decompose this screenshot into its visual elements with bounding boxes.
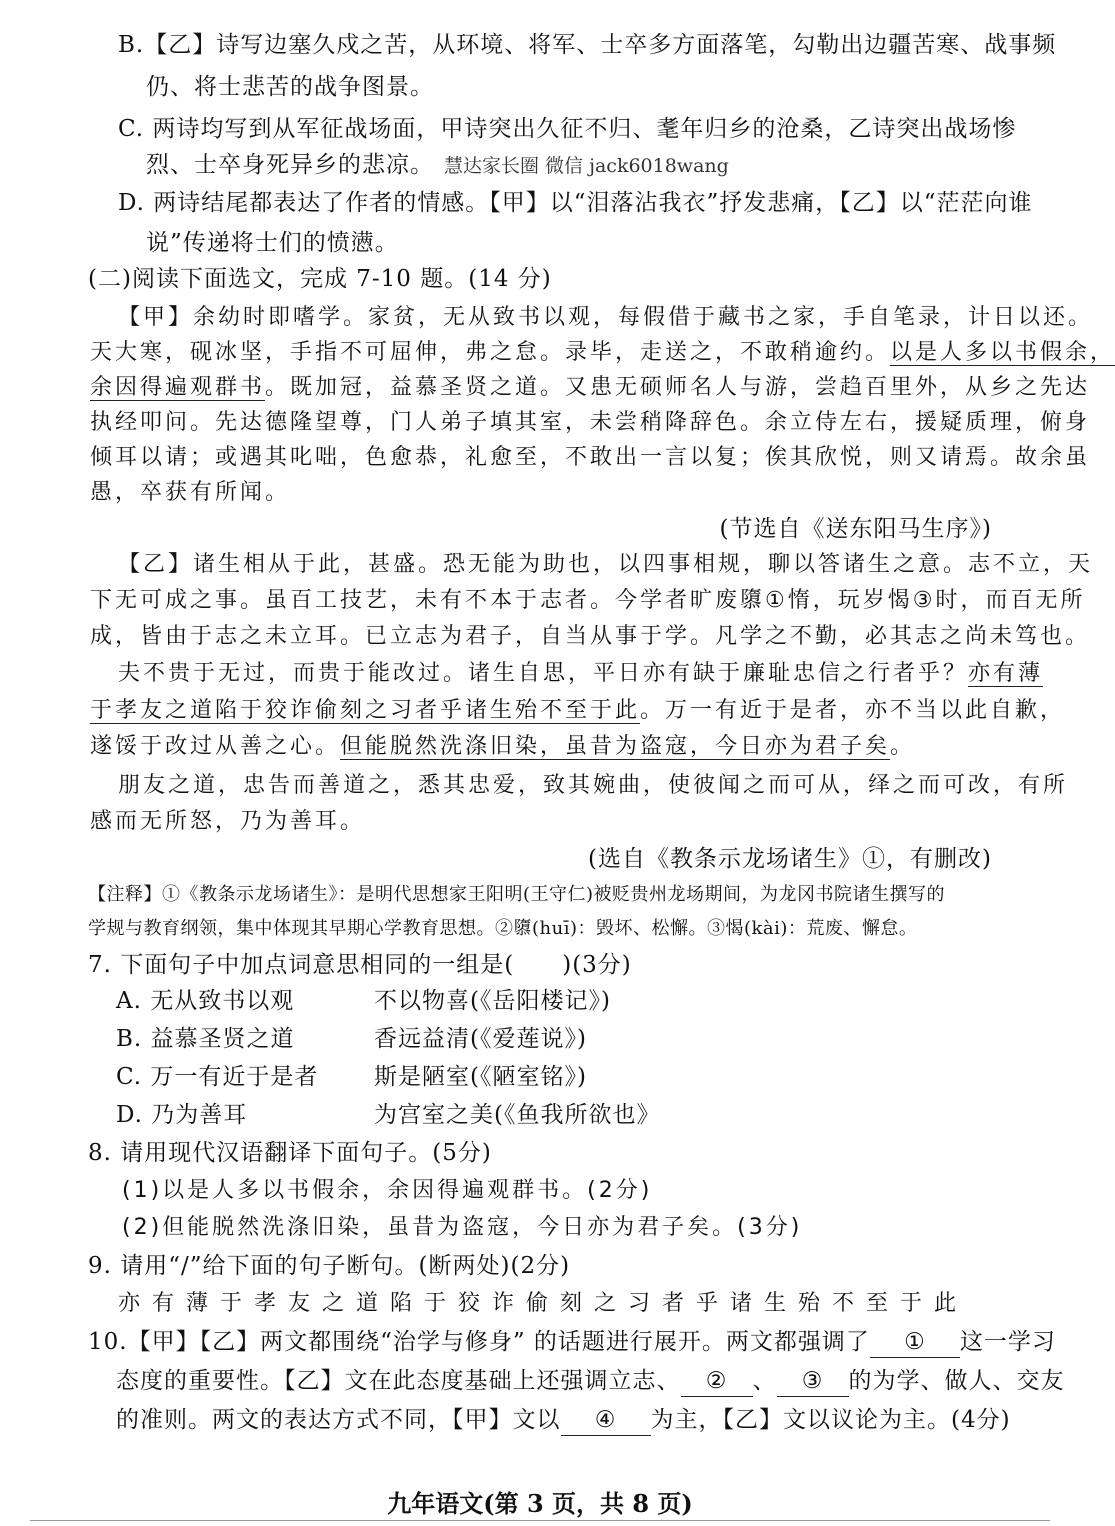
passage-yi-line8: 感而无所怒，乃为善耳。 <box>90 809 366 834</box>
passage-yi-source: (选自《教条示龙场诸生》①，有删改) <box>588 846 992 872</box>
q10-text-5: 的准则。两文的表达方式不同，【甲】文以 <box>116 1407 561 1433</box>
q10-separator: 、 <box>752 1368 777 1394</box>
q6-option-c-text: 烈、士卒身死异乡的悲凉。 <box>146 152 434 178</box>
passage-yi-line1: 【乙】诸生相从于此，甚盛。恐无能为助也，以四事相规，聊以答诸生之意。志不立，天 <box>118 552 1094 577</box>
passage-yi-line4 <box>118 659 1043 689</box>
q6-option-c-line2 <box>146 150 729 181</box>
bottom-divider <box>30 1520 1050 1521</box>
passage-yi-line5-text: 。万一有近于是者，亦不当以此自歉， <box>640 698 1066 723</box>
q10-blank-1: ① <box>870 1327 960 1358</box>
passage-yi-line7: 朋友之道，忠告而善道之，悉其忠爱，致其婉曲，使彼闻之而可从，绎之而可改，有所 <box>118 773 1069 798</box>
passage-yi-line2: 下无可成之事。虽百工技艺，未有不本于志者。今学者旷废隳①惰，玩岁愒③时，而百无所 <box>90 588 1086 613</box>
q8-sentence-1: (1)以是人多以书假余，余因得遍观群书。(2分) <box>122 1178 653 1203</box>
passage-yi-line3: 成，皆由于志之未立耳。已立志为君子，自当从事于学。凡学之不勤，必其志之尚未笃也。 <box>90 624 1091 649</box>
q10-text-6: 为主，【乙】文以议论为主。(4分) <box>650 1407 1011 1433</box>
q10-line2 <box>116 1366 1065 1397</box>
q9-sentence: 亦有薄于孝友之道陷于狡诈偷刻之习者乎诸生殆不至于此 <box>118 1291 969 1316</box>
notes-line2: 学规与教育纲领，集中体现其早期心学教育思想。②隳(huī)：毁坏、松懈。③愒(kài)：荒废、懈怠。 <box>88 918 918 939</box>
q7-option-b: B. 益慕圣贤之道 <box>116 1026 295 1052</box>
notes-line1: 【注释】①《教条示龙场诸生》：是明代思想家王阳明(王守仁)被贬贵州龙场期间，为龙冈书院诸生撰写的 <box>88 884 946 905</box>
passage-jia-line2 <box>90 338 1115 368</box>
q10-blank-4: ④ <box>561 1405 651 1436</box>
passage-jia-line1: 【甲】余幼时即嗜学。家贫，无从致书以观，每假借于藏书之家，手自笔录，计日以还。 <box>118 305 1094 330</box>
passage-jia-source: (节选自《送东阳马生序》) <box>719 516 992 542</box>
q10-blank-2: ② <box>681 1366 753 1397</box>
section-2-heading: (二)阅读下面选文，完成 7-10 题。(14 分) <box>88 266 552 292</box>
q10-text-1: 10.【甲】【乙】两文都围绕“治学与修身” 的话题进行展开。两文都强调了 <box>88 1329 870 1355</box>
q7-option-b-compare: 香远益清(《爱莲说》) <box>374 1026 587 1052</box>
passage-yi-underlined-2: 于孝友之道陷于狡诈偷刻之习者乎诸生殆不至于此 <box>90 698 641 723</box>
passage-yi-line5 <box>90 696 1065 726</box>
q8-sentence-2: (2)但能脱然洗涤旧染，虽昔为盗寇，今日亦为君子矣。(3分) <box>122 1215 803 1240</box>
q9-stem: 9. 请用“/”给下面的句子断句。(断两处)(2分) <box>88 1253 571 1279</box>
q8-stem: 8. 请用现代汉语翻译下面句子。(5分) <box>88 1140 492 1166</box>
q7-option-c-compare: 斯是陋室(《陋室铭》) <box>374 1064 587 1090</box>
q10-text-4: 的为学、做人、交友 <box>848 1368 1065 1394</box>
q10-line1 <box>88 1327 1056 1358</box>
watermark: 慧达家长圈 微信 jack6018wang <box>444 155 729 177</box>
q6-option-c-line1: C. 两诗均写到从军征战场面，甲诗突出久征不归、耄年归乡的沧桑，乙诗突出战场惨 <box>118 116 1017 142</box>
q10-blank-3: ③ <box>777 1366 849 1397</box>
passage-yi-underlined-3: 但能脱然洗涤旧染，虽昔为盗寇，今日亦为君子矣 <box>340 734 891 759</box>
passage-jia-line3-text: 。既加冠，益慕圣贤之道。又患无硕师名人与游，尝趋百里外，从乡之先达 <box>265 375 1091 400</box>
passage-jia-line4: 执经叩问。先达德隆望尊，门人弟子填其室，未尝稍降辞色。余立侍左右，援疑质理，俯身 <box>90 410 1091 435</box>
passage-yi-line4-text: 夫不贵于无过，而贵于能改过。诸生自思，平日亦有缺于廉耻忠信之行者乎？ <box>118 661 969 686</box>
passage-yi-line6-end: 。 <box>890 734 916 759</box>
q10-text-3: 态度的重要性。【乙】文在此态度基础上还强调立志、 <box>116 1368 681 1394</box>
q6-option-d-line1: D. 两诗结尾都表达了作者的情感。【甲】以“泪落沾我衣”抒发悲痛，【乙】以“茫茫向谁 <box>118 190 1033 216</box>
passage-jia-line5: 倾耳以请；或遇其叱咄，色愈恭，礼愈至，不敢出一言以复；俟其欣悦，则又请焉。故余虽 <box>90 445 1091 470</box>
q7-option-a-compare: 不以物喜(《岳阳楼记》) <box>374 988 611 1014</box>
q6-option-d-line2: 说”传递将士们的愤懑。 <box>146 230 399 256</box>
passage-jia-line2-text: 天大寒，砚冰坚，手指不可屈伸，弗之怠。录毕，走送之，不敢稍逾约。 <box>90 340 891 365</box>
q7-option-d: D. 乃为善耳 <box>116 1102 248 1128</box>
q7-option-d-compare: 为宫室之美(《鱼我所欲也》 <box>374 1102 661 1128</box>
page-footer: 九年语文(第 3 页，共 8 页) <box>387 1489 693 1518</box>
q7-option-c: C. 万一有近于是者 <box>116 1064 319 1090</box>
passage-yi-underlined-1: 亦有薄 <box>968 661 1044 686</box>
passage-yi-line6-text: 遂馁于改过从善之心。 <box>90 734 341 759</box>
q10-line3 <box>116 1405 1011 1436</box>
q7-stem: 7. 下面句子中加点词意思相同的一组是( )(3分) <box>88 952 632 978</box>
q6-option-b-line1: B.【乙】诗写边塞久戍之苦，从环境、将军、士卒多方面落笔，勾勒出边疆苦寒、战事频 <box>118 32 1057 58</box>
passage-yi-line6 <box>90 732 915 762</box>
q10-text-2: 这一学习 <box>959 1329 1056 1355</box>
passage-jia-underlined-1: 以是人多以书假余， <box>890 340 1115 365</box>
passage-jia-line6: 愚，卒获有所闻。 <box>90 480 291 505</box>
passage-jia-underlined-2: 余因得遍观群书 <box>90 375 266 400</box>
q6-option-b-line2: 仍、将士悲苦的战争图景。 <box>146 74 434 100</box>
q7-option-a: A. 无从致书以观 <box>116 988 295 1014</box>
passage-jia-line3 <box>90 373 1090 403</box>
